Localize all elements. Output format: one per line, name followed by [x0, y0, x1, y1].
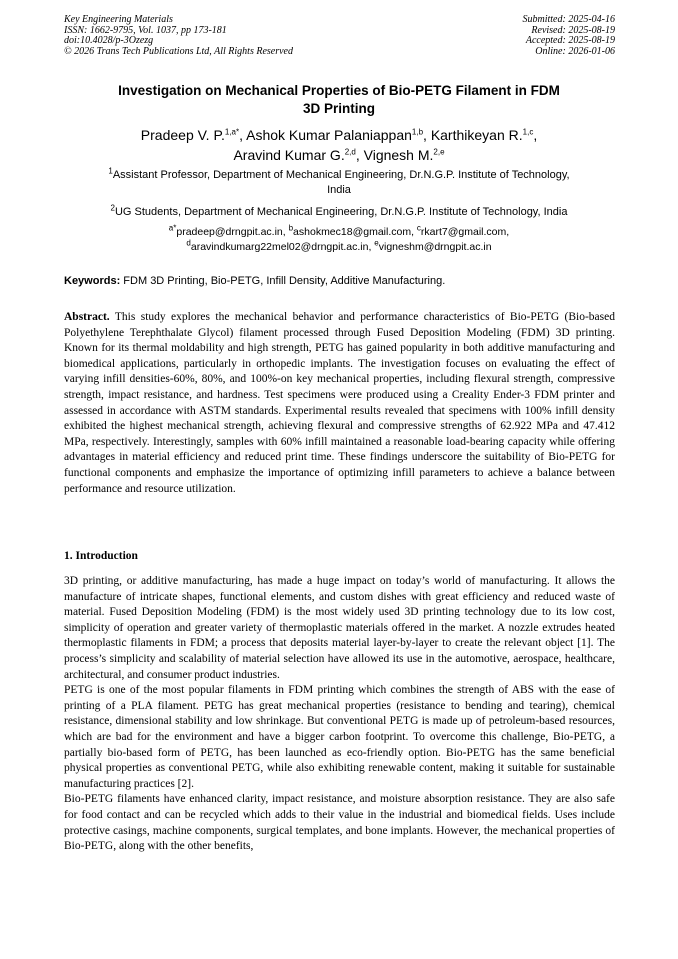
author-sep: ,: [355, 147, 364, 163]
author-name: Vignesh M.: [363, 147, 434, 163]
journal-name: Key Engineering Materials: [64, 14, 173, 25]
affiliation-line: [60, 205, 618, 220]
introduction-body: [64, 574, 615, 855]
revised-date: Revised: 2025-08-19: [531, 24, 615, 36]
email-link[interactable]: ashokmec18@gmail.com,: [293, 226, 417, 238]
affiliation-text: UG Students, Department of Mechanical Engineering, Dr.N.G.P. Institute of Technology, India: [114, 206, 568, 218]
author-sup: 2,d: [344, 147, 356, 157]
issn-line: ISSN: 1662-9795, Vol. 1037, pp 173-181: [64, 24, 227, 36]
paper-title: [60, 82, 618, 118]
email-line-1: [60, 225, 618, 240]
paragraph: PETG is one of the most popular filaments in FDM printing which combines the strength of ABS with the ease of printing of a PLA filament. PETG has great mechanical properties (resistance to bending and tearing), chemical resistance, dimensional stability and low shrinkage. But conventional PETG is made up of petroleum-based resources, which are bad for the environment and have a bigger carbon footprint. To overcome this challenge, Bio-PETG, a partially bio-based form of PETG, has been launched as eco-friendly option. Bio-PETG has the same beneficial physical properties as conventional PETG, while also exhibiting renewable content, making it suitable for sustainable manufacturing practices [2].: [64, 684, 615, 790]
email-line-2: [60, 240, 618, 255]
keywords-label: Keywords:: [64, 275, 121, 287]
doi-line: doi:10.4028/p-3Ozezg: [64, 35, 154, 47]
email-list: [60, 225, 618, 254]
affiliation-line: India: [327, 183, 351, 196]
affiliation-2: [60, 205, 618, 220]
keywords-text: FDM 3D Printing, Bio-PETG, Infill Density, Additive Manufacturing.: [120, 275, 446, 287]
publication-dates: [523, 15, 616, 57]
journal-info: [64, 15, 293, 57]
accepted-date: Accepted: 2025-08-19: [525, 35, 615, 47]
authors-line-1: [60, 125, 618, 145]
author-name: Karthikeyan R.: [430, 127, 523, 143]
title-line-1: Investigation on Mechanical Properties of Bio-PETG Filament in FDM: [118, 83, 560, 98]
email-link[interactable]: vigneshm@drngpit.ac.in: [378, 240, 492, 253]
authors-line-2: [60, 145, 618, 165]
abstract: [64, 310, 615, 497]
email-sup: c: [416, 223, 421, 233]
copyright-line: © 2026 Trans Tech Publications Ltd, All Rights Reserved: [64, 45, 293, 57]
email-sup: b: [288, 223, 294, 233]
author-sup: 2,e: [433, 147, 445, 157]
author-list: [60, 125, 618, 165]
abstract-label: Abstract.: [64, 311, 110, 323]
affiliation-text: Assistant Professor, Department of Mechanical Engineering, Dr.N.G.P. Institute of Technology,: [112, 169, 570, 181]
email-link[interactable]: rkart7@gmail.com,: [420, 226, 510, 238]
author-name: Ashok Kumar Palaniappan: [246, 127, 412, 143]
paragraph: 3D printing, or additive manufacturing, has made a huge impact on today’s world of manufacturing. It allows the manufacture of intricate shapes, functional elements, and custom dishes with great efficiency and reduced waste of material. Fused Deposition Modeling (FDM) is the most widely used 3D printing technology due to its low cost, simplicity of operation and greater variety of thermoplastic materials offered in the market. A nozzle extrudes heated thermoplastic filaments in FDM; a process that deposits material layer-by-layer to create the relevant object [1]. The process’s simplicity and scalability of material selection have allowed its use in the automotive, aerospace, healthcare, architectural, and consumer product industries.: [64, 575, 615, 681]
author-name: Pradeep V. P.: [140, 127, 225, 143]
abstract-text: This study explores the mechanical behavior and performance characteristics of Bio-PETG (Bio-based Polyethylene Terephthalate Glycol) filament processed through Fused Deposition Modeling (FDM) 3D printing. Known for its thermal moldability and high strength, PETG has gained popularity in both additive manufacturing and biomedical applications, particularly in orthopedic implants. The investigation focuses on evaluating the effect of varying infill densities-60%, 80%, and 100%-on key mechanical properties, including flexural strength, compressive strength, impact resistance, and hardness. Test specimens were produced using a Creality Ender-3 FDM printer and assessed in accordance with ASTM standards. Experimental results revealed that specimens with 100% infill density exhibited the highest mechanical strength, achieving flexural and compressive strengths of 62.922 MPa and 47.412 MPa, respectively. Interestingly, samples with 60% infill maintained a reasonable load-bearing capacity while offering advantages in material efficiency and reduced print time. These findings underscore the suitability of Bio-PETG for functional components and emphasize the importance of optimizing infill parameters to achieve a balance between performance and resource utilization.: [64, 311, 615, 495]
author-name: Aravind Kumar G.: [233, 147, 345, 163]
online-date: Online: 2026-01-06: [535, 45, 615, 57]
section-heading-introduction: 1. Introduction: [64, 550, 138, 562]
author-sup: 1,b: [411, 127, 424, 137]
author-sep: ,: [239, 127, 247, 143]
paragraph: Bio-PETG filaments have enhanced clarity, impact resistance, and moisture absorption resistance. They are also safe for food contact and can be recycled which adds to their value in the industrial and biomedical fields. Uses include protective casings, machine components, surgical templates, and bone implants. However, the mechanical properties of Bio-PETG, along with the other benefits,: [64, 793, 615, 853]
email-link[interactable]: pradeep@drngpit.ac.in,: [176, 226, 289, 238]
submitted-date: Submitted: 2025-04-16: [522, 14, 615, 25]
affiliation-sup: 2: [110, 203, 115, 213]
keywords: [64, 274, 615, 288]
affiliation-1: [60, 168, 618, 197]
email-sup: a*: [168, 223, 177, 233]
author-sup: 1,a*: [224, 127, 240, 137]
author-sup: 1,c: [522, 127, 534, 137]
email-link[interactable]: aravindkumarg22mel02@drngpit.ac.in,: [190, 240, 375, 253]
author-sep: ,: [423, 127, 431, 143]
email-sup: e: [374, 238, 379, 247]
affiliation-line: [60, 168, 618, 183]
affiliation-sup: 1: [108, 166, 113, 176]
email-sup: d: [186, 238, 191, 247]
author-sep: ,: [533, 127, 538, 143]
title-line-2: 3D Printing: [302, 101, 375, 116]
